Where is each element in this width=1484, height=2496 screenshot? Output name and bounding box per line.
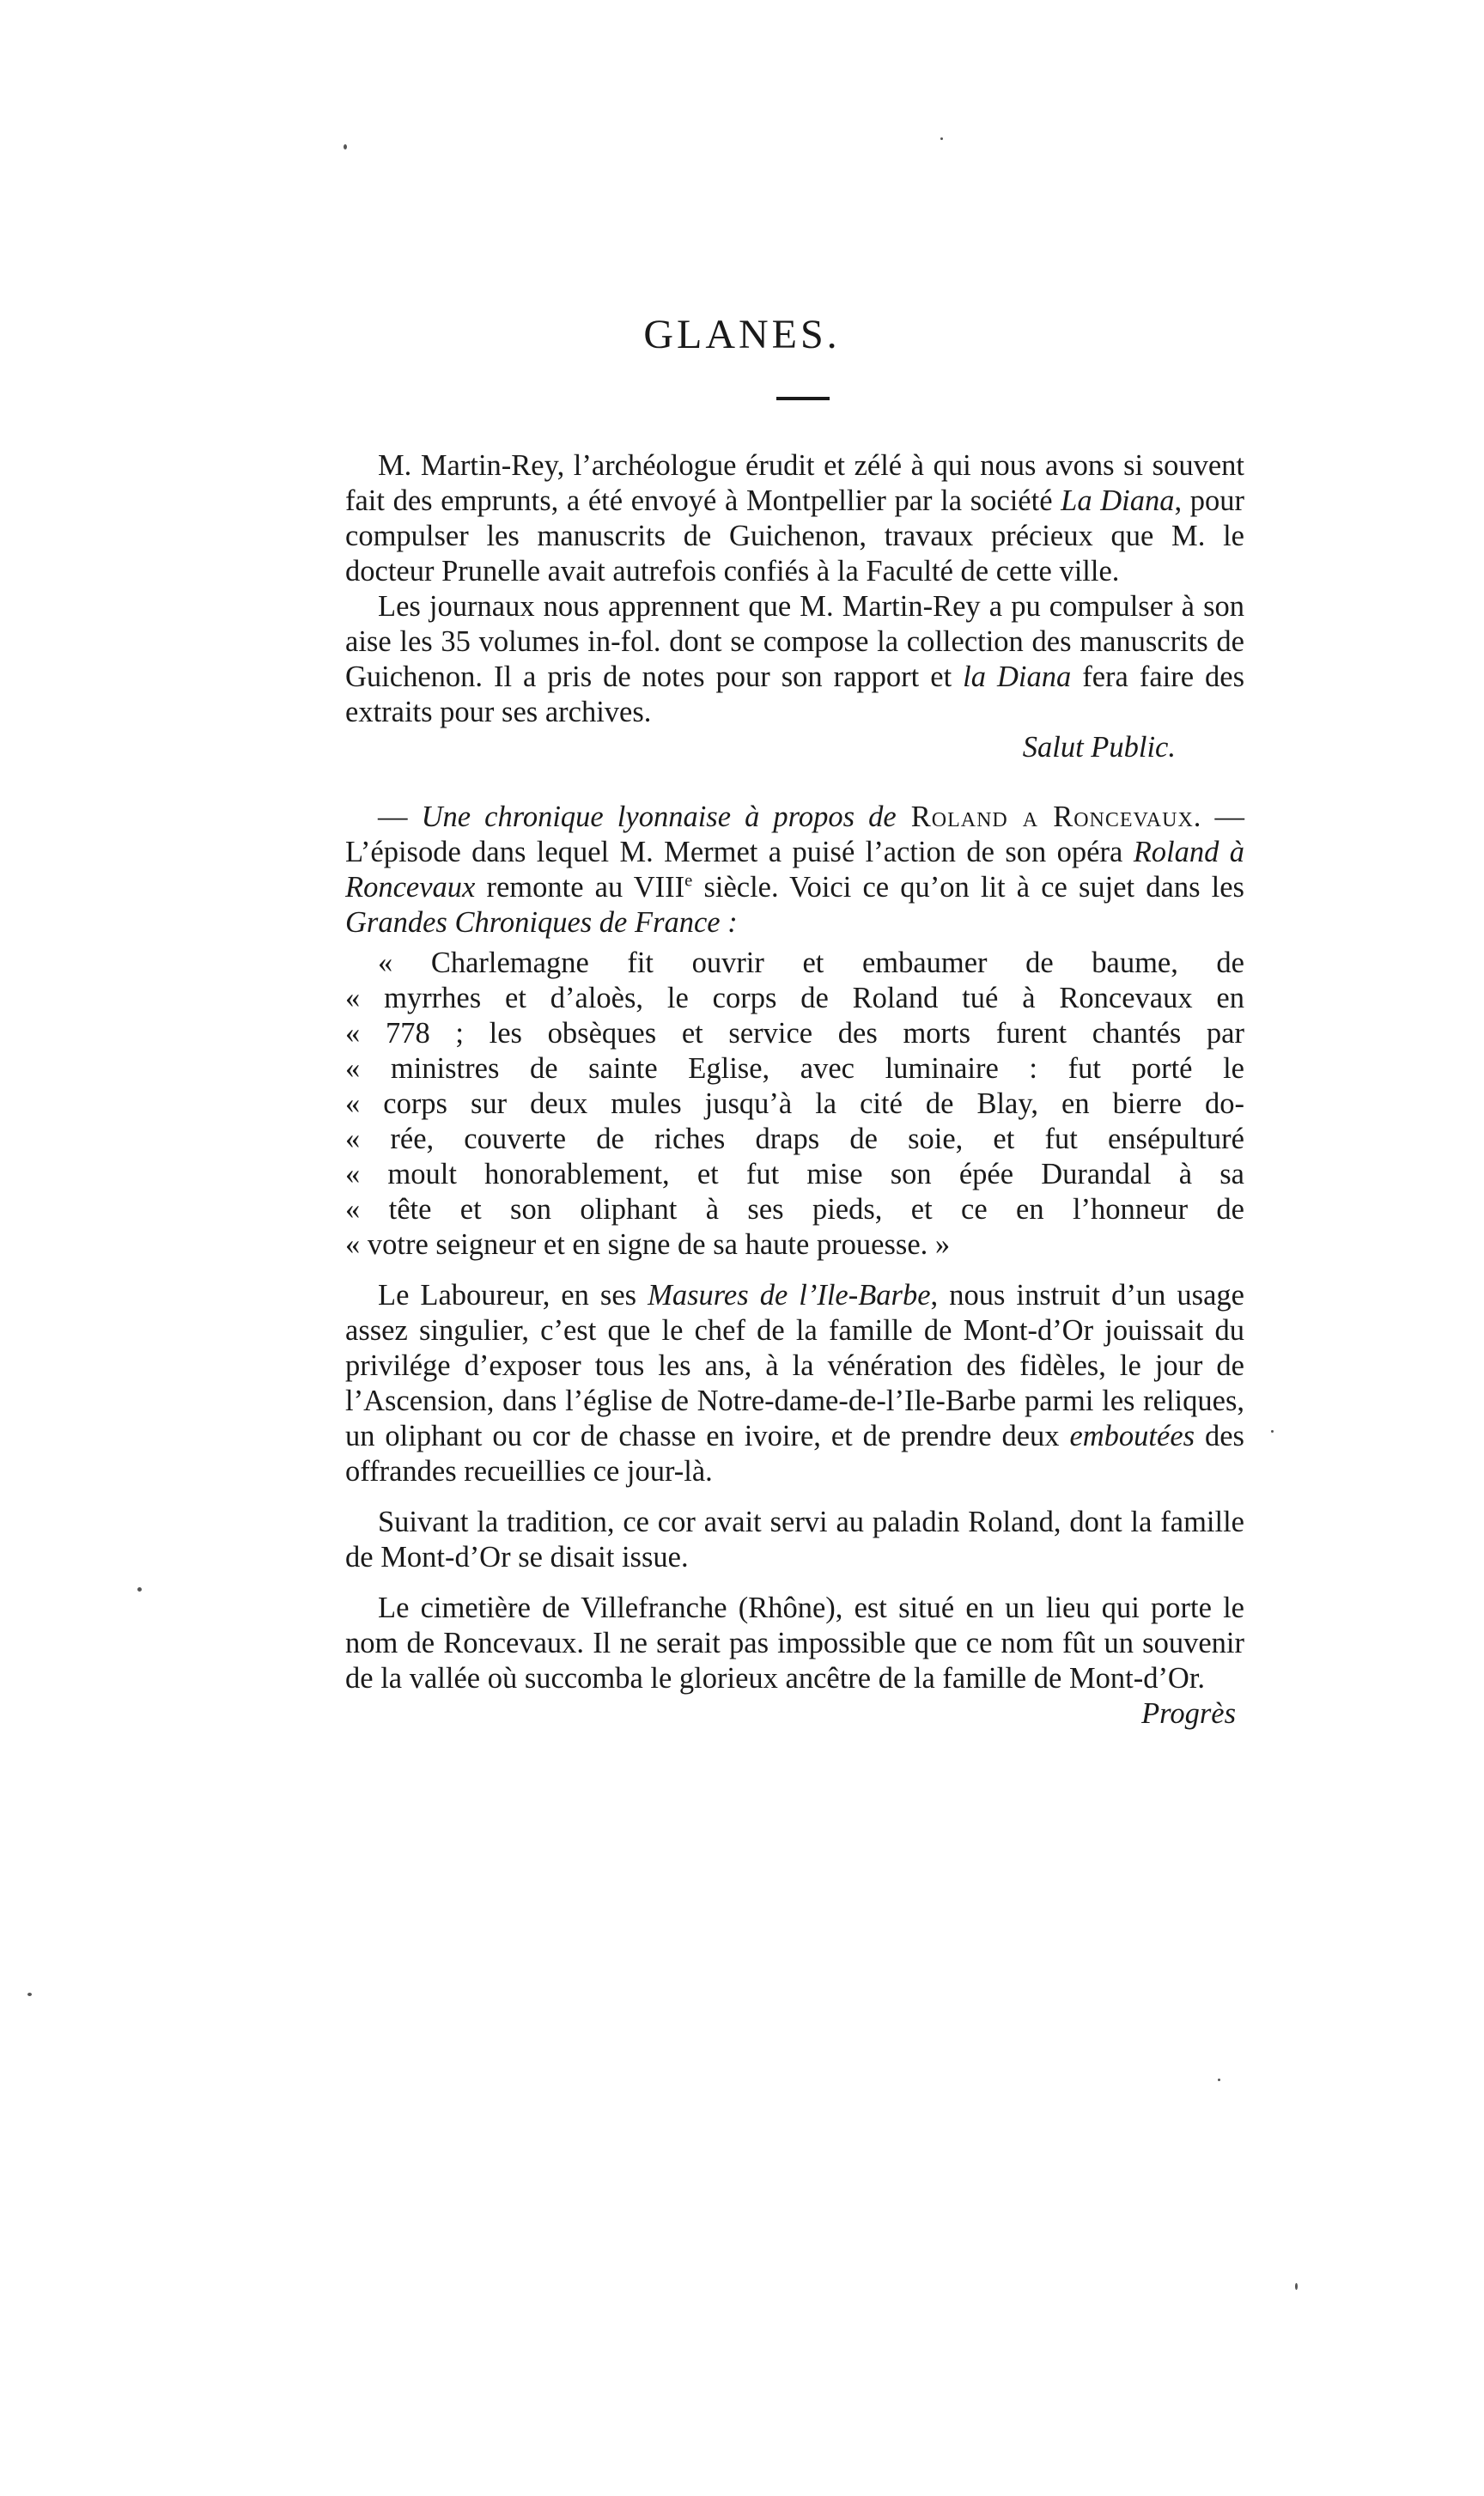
quote-line: « ministres de sainte Eglise, avec luminaire : fut porté le (345, 1052, 1244, 1085)
quote-line: « rée, couverte de riches draps de soie, et fut ensépulturé (345, 1123, 1244, 1155)
scan-speck (1218, 2079, 1220, 2081)
source-salut-public: Salut Public. (1022, 731, 1176, 764)
text-run: , nous instruit d’un usage assez singulier, c’est que le chef de la famille de Mont-d’Or jouissait du privilége d’exposer tous les ans, à la vénération des fidèles, le jour de l’Ascension, dans l’église de Notre-dame-de-l’Ile-Barbe parmi les reliques, un oliphant ou cor de chasse en ivoire, et de prendre deux (345, 1279, 1244, 1452)
quote-line: « votre seigneur et en signe de sa haute prouesse. » (345, 1228, 951, 1261)
text-run: — (378, 801, 422, 833)
text-run-italic: Roland à Roncevaux (345, 836, 1244, 904)
quote-line: « Charlemagne fit ouvrir et embaumer de baume, de (378, 947, 1244, 979)
text-run: remonte au VIII (475, 871, 685, 904)
text-run-italic: Masures de l’Ile-Barbe (648, 1279, 931, 1312)
superscript: e (684, 871, 693, 891)
source-progres: Progrès (1141, 1697, 1236, 1730)
quote-line: « myrrhes et d’aloès, le corps de Roland tué à Roncevaux en (345, 982, 1244, 1014)
text-run: . — L’épisode dans lequel M. Mermet a puisé l’action de son opéra (345, 801, 1244, 868)
article-body (345, 448, 1244, 1732)
paragraph-laboureur (345, 1278, 1244, 1489)
text-run: fera faire des extraits pour ses archives. (345, 661, 1245, 728)
text-run: des offrandes recueillies ce jour-là. (345, 1420, 1244, 1488)
paragraph-chronique (345, 800, 1244, 941)
text-run: siècle. Voici ce qu’on lit à ce sujet dans les (692, 871, 1244, 904)
quotation-block (345, 946, 1244, 1263)
quote-line: « moult honorablement, et fut mise son épée Durandal à sa (345, 1158, 1244, 1190)
text-run-italic: emboutées (1069, 1420, 1195, 1452)
quote-line: « tête et son oliphant à ses pieds, et ce en l’honneur de (345, 1193, 1244, 1226)
text-run-italic: la Diana (963, 661, 1072, 693)
paragraph-tradition: Suivant la tradition, ce cor avait servi au paladin Roland, dont la famille de Mont-d’Or se disait issue. (345, 1506, 1244, 1574)
title-rule (776, 397, 830, 400)
paragraph-journaux (345, 589, 1244, 730)
text-run: Le Laboureur, en ses (378, 1279, 648, 1312)
text-run-italic: Une chronique lyonnaise à propos de (421, 801, 897, 833)
text-run-smallcaps: Roland a Roncevaux (896, 801, 1194, 833)
text-run: , pour compulser les manuscrits de Guichenon, travaux précieux que M. le docteur Prunelle avait autrefois confiés à la Faculté de cette ville. (345, 484, 1245, 587)
text-run-italic: Grandes Chroniques de France : (345, 906, 738, 939)
text-run-italic: La Diana (1061, 484, 1175, 517)
scan-speck (940, 137, 943, 140)
scan-speck (1295, 2283, 1298, 2290)
scan-speck (344, 144, 347, 149)
page-title: GLANES. (643, 312, 841, 357)
text-run: Les journaux nous apprennent que M. Martin-Rey a pu compulser à son aise les 35 volumes in-fol. dont se compose la collection des manuscrits de Guichenon. Il a pris de notes pour son rapport et (345, 590, 1244, 693)
scan-speck (1271, 1430, 1274, 1433)
quote-line: « corps sur deux mules jusqu’à la cité de Blay, en bierre do- (345, 1087, 1244, 1120)
paragraph-cimetiere: Le cimetière de Villefranche (Rhône), est situé en un lieu qui porte le nom de Roncevaux. Il ne serait pas impossible que ce nom fût un souvenir de la vallée où succomba le glorieux ancêtre de la famille de Mont-d’Or. (345, 1592, 1244, 1695)
paragraph-martin-rey (345, 448, 1244, 589)
scan-speck (27, 1993, 32, 1996)
scan-speck (137, 1587, 142, 1592)
text-run: M. Martin-Rey, l’archéologue érudit et zélé à qui nous avons si souvent fait des emprunts, a été envoyé à Montpellier par la société (345, 449, 1244, 517)
quote-line: « 778 ; les obsèques et service des morts furent chantés par (345, 1017, 1244, 1050)
